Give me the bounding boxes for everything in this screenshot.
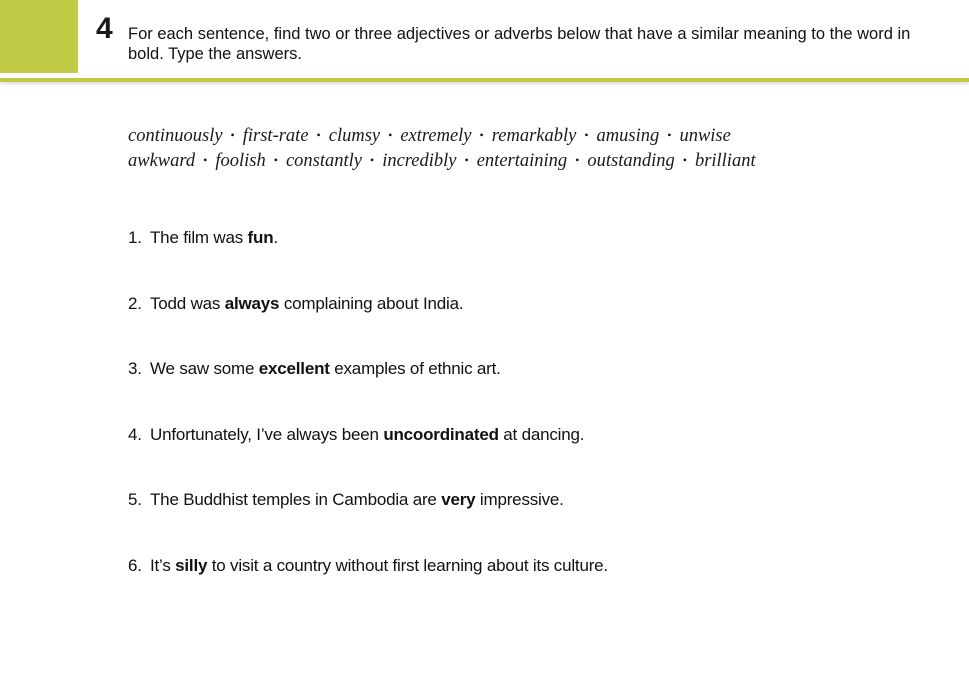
bold-target-word: fun [247, 228, 274, 247]
word-bank-item: first-rate [242, 126, 309, 146]
bullet-separator: • [682, 153, 687, 167]
sentence-text-after: impressive. [475, 490, 564, 510]
word-bank-item: brilliant [694, 151, 756, 171]
bold-target-word: excellent [258, 359, 330, 379]
word-bank-item: outstanding [587, 151, 675, 171]
word-bank-item: clumsy [328, 126, 381, 146]
word-bank-item: remarkably [491, 126, 577, 146]
header-accent-block [0, 0, 78, 73]
sentence-item [128, 423, 948, 489]
word-bank-item: foolish [215, 151, 266, 171]
word-bank-item: incredibly [382, 151, 457, 171]
bullet-separator: • [584, 128, 589, 142]
sentence-text-after: . [273, 228, 278, 247]
sentence-number: 5. [128, 490, 142, 510]
word-bank-item: continuously [128, 126, 223, 146]
bullet-separator: • [667, 128, 672, 142]
sentence-item [128, 226, 948, 292]
sentence-item [128, 554, 948, 620]
sentence-number: 3. [128, 359, 142, 379]
sentence-number: 6. [128, 555, 142, 575]
bullet-separator: • [230, 128, 235, 142]
bold-target-word: always [224, 293, 280, 313]
sentence-text-after: examples of ethnic art. [329, 359, 501, 379]
exercise-number: 4 [96, 12, 113, 45]
sentence-text-before: The Buddhist temples in Cambodia are [150, 490, 442, 510]
sentence-list [128, 226, 948, 620]
sentence-text-after: at dancing. [498, 424, 585, 444]
sentence-text-after: to visit a country without first learning about its culture. [207, 555, 608, 575]
bullet-separator: • [203, 153, 208, 167]
bold-target-word: uncoordinated [383, 424, 499, 444]
sentence-text-before: It’s [150, 555, 176, 575]
sentence-item [128, 357, 948, 423]
word-bank-item: entertaining [476, 151, 568, 171]
sentence-text-before: The film was [150, 228, 248, 247]
bullet-separator: • [388, 128, 393, 142]
sentence-item [128, 292, 948, 358]
word-bank-line [128, 123, 928, 148]
sentence-text-after: complaining about India. [279, 293, 464, 313]
bold-target-word: very [441, 490, 476, 510]
word-bank-item: constantly [285, 151, 362, 171]
bullet-separator: • [479, 128, 484, 142]
sentence-number: 2. [128, 293, 142, 313]
word-bank-item: extremely [400, 126, 472, 146]
exercise-instructions: For each sentence, find two or three adjectives or adverbs below that have a similar meaning to the word in bold. Type the answers. [128, 25, 911, 63]
sentence-text-before: We saw some [150, 359, 259, 379]
bullet-separator: • [273, 153, 278, 167]
sentence-text-before: Unfortunately, I’ve always been [150, 424, 384, 444]
bullet-separator: • [316, 128, 321, 142]
word-bank-item: amusing [596, 126, 660, 146]
sentence-number: 1. [128, 228, 142, 247]
bold-target-word: silly [175, 555, 208, 575]
sentence-number: 4. [128, 424, 142, 444]
word-bank-line [128, 148, 928, 173]
bullet-separator: • [575, 153, 580, 167]
word-bank-item: unwise [679, 126, 731, 146]
bullet-separator: • [369, 153, 375, 167]
sentence-item [128, 488, 948, 554]
bullet-separator: • [464, 153, 469, 167]
word-bank-item: awkward [128, 151, 196, 171]
header-divider [0, 78, 969, 82]
word-bank [128, 123, 928, 173]
sentence-text-before: Todd was [150, 293, 225, 313]
